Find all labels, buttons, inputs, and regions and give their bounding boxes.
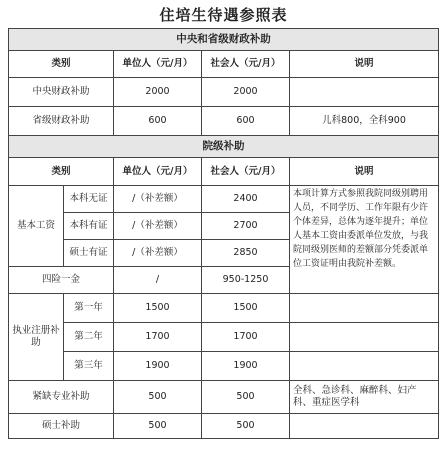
header-social-person: 社会人（元/月） bbox=[202, 158, 290, 186]
row-social-value: 500 bbox=[202, 414, 290, 439]
row-note bbox=[290, 323, 439, 352]
row-social-value: 2700 bbox=[202, 213, 290, 240]
header-category: 类别 bbox=[9, 158, 114, 186]
row-unit-value: 1500 bbox=[114, 294, 202, 323]
row-social-value: 2000 bbox=[202, 78, 290, 107]
table-row bbox=[9, 186, 439, 213]
row-subcategory: 本科有证 bbox=[64, 213, 114, 240]
table-row bbox=[9, 294, 439, 323]
header-social-person: 社会人（元/月） bbox=[202, 51, 290, 78]
row-unit-value: 600 bbox=[114, 107, 202, 136]
row-social-value: 1900 bbox=[202, 352, 290, 381]
row-category: 紧缺专业补助 bbox=[9, 381, 114, 414]
section-title-central: 中央和省级财政补助 bbox=[9, 29, 439, 51]
row-social-value: 600 bbox=[202, 107, 290, 136]
row-category: 四险一金 bbox=[9, 267, 114, 294]
row-social-value: 500 bbox=[202, 381, 290, 414]
row-unit-value: 1700 bbox=[114, 323, 202, 352]
header-row bbox=[9, 158, 439, 186]
row-note: 儿科800，全科900 bbox=[290, 107, 439, 136]
row-unit-value: /（补差额） bbox=[114, 213, 202, 240]
header-note: 说明 bbox=[290, 158, 439, 186]
table-row bbox=[9, 381, 439, 414]
row-social-value: 1500 bbox=[202, 294, 290, 323]
row-social-value: 950-1250 bbox=[202, 267, 290, 294]
basic-salary-label: 基本工资 bbox=[9, 186, 64, 267]
row-note bbox=[290, 294, 439, 323]
row-year: 第一年 bbox=[64, 294, 114, 323]
header-unit-person: 单位人（元/月） bbox=[114, 158, 202, 186]
row-social-value: 2850 bbox=[202, 240, 290, 267]
row-unit-value: 1900 bbox=[114, 352, 202, 381]
row-social-value: 1700 bbox=[202, 323, 290, 352]
header-note: 说明 bbox=[290, 51, 439, 78]
row-subcategory: 本科无证 bbox=[64, 186, 114, 213]
table-row bbox=[9, 323, 439, 352]
header-unit-person: 单位人（元/月） bbox=[114, 51, 202, 78]
practice-subsidy-label: 执业注册补助 bbox=[9, 294, 64, 381]
row-year: 第三年 bbox=[64, 352, 114, 381]
row-unit-value: 500 bbox=[114, 381, 202, 414]
row-subcategory: 硕士有证 bbox=[64, 240, 114, 267]
basic-salary-note: 本项计算方式参照我院同级别聘用人员，不同学历、工作年限有少许个体差异，总体为逐年提升；单位人基本工资由委派单位发放，与我院同级别医师的差额部分凭委派单位工资证明由我院补差额。 bbox=[290, 186, 439, 294]
stipend-table bbox=[8, 28, 439, 439]
row-social-value: 2400 bbox=[202, 186, 290, 213]
row-category: 省级财政补助 bbox=[9, 107, 114, 136]
table-row bbox=[9, 414, 439, 439]
header-category: 类别 bbox=[9, 51, 114, 78]
section-central-row bbox=[9, 29, 439, 51]
row-unit-value: 2000 bbox=[114, 78, 202, 107]
row-category: 中央财政补助 bbox=[9, 78, 114, 107]
row-unit-value: /（补差额） bbox=[114, 240, 202, 267]
table-row bbox=[9, 107, 439, 136]
row-category: 硕士补助 bbox=[9, 414, 114, 439]
row-note bbox=[290, 352, 439, 381]
row-unit-value: /（补差额） bbox=[114, 186, 202, 213]
header-row bbox=[9, 51, 439, 78]
row-unit-value: 500 bbox=[114, 414, 202, 439]
table-row bbox=[9, 352, 439, 381]
section-title-hospital: 院级补助 bbox=[9, 136, 439, 158]
row-note: 全科、急诊科、麻醉科、妇产科、重症医学科 bbox=[290, 381, 439, 414]
section-hospital-row bbox=[9, 136, 439, 158]
table-row bbox=[9, 78, 439, 107]
page-title: 住培生待遇参照表 bbox=[159, 6, 288, 24]
row-year: 第二年 bbox=[64, 323, 114, 352]
row-unit-value: / bbox=[114, 267, 202, 294]
row-note bbox=[290, 414, 439, 439]
row-note bbox=[290, 78, 439, 107]
